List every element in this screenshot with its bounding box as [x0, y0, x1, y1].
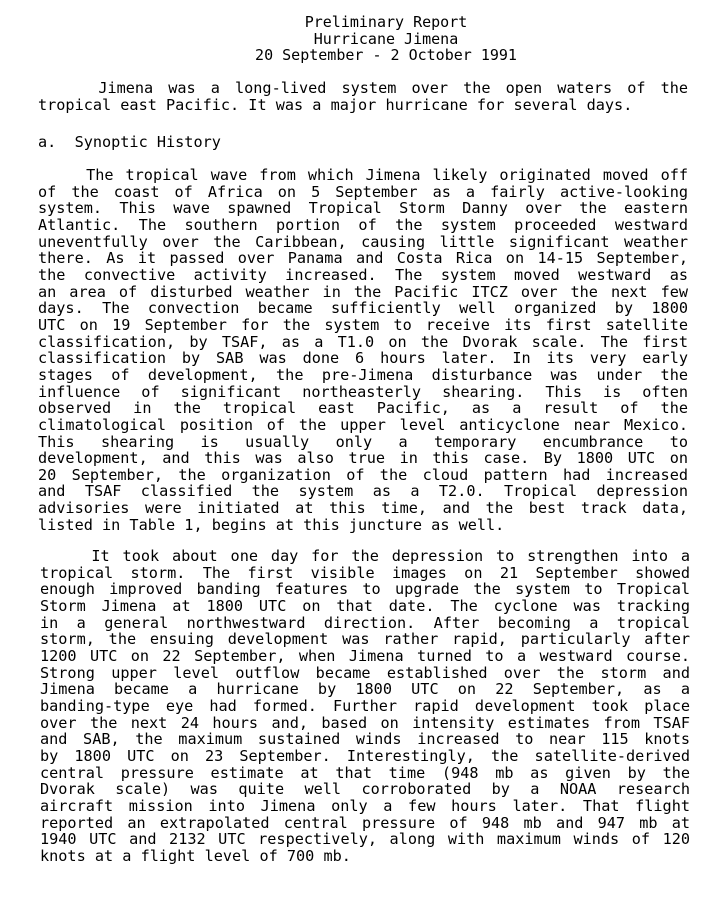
text-line: influence of significant northeasterly shearing. This is often: [38, 382, 688, 401]
text-line: listed in Table 1, begins at this juncture as well.: [38, 515, 505, 534]
text-line: development, and this was also true in this case. By 1800 UTC on: [38, 449, 688, 468]
report-type: Preliminary Report: [304, 13, 468, 31]
intro-paragraph: [38, 80, 688, 113]
report-header: [0, 14, 722, 64]
text-line: stages of development, the pre-Jimena disturbance was under the: [38, 365, 688, 384]
text-line: storm, the ensuing development was rather rapid, particularly after: [40, 630, 690, 649]
text-line: climatological position of the upper level anticyclone near Mexico.: [38, 415, 688, 434]
synoptic-paragraph-1: [38, 167, 688, 533]
text-line: 1940 UTC and 2132 UTC respectively, along with maximum winds of 120: [40, 830, 690, 849]
text-line: days. The convection became sufficiently well organized by 1800: [38, 299, 688, 318]
text-line: 1200 UTC on 22 September, when Jimena turned to a westward course.: [40, 646, 690, 665]
text-line: observed in the tropical east Pacific, as a result of the: [38, 399, 688, 418]
text-line: knots at a flight level of 700 mb.: [40, 846, 351, 865]
text-line: of the coast of Africa on 5 September as a fairly active-looking: [38, 182, 688, 201]
text-line: enough improved banding features to upgrade the system to Tropical: [40, 580, 690, 599]
text-line: This shearing is usually only a temporary encumbrance to: [38, 432, 688, 451]
text-line: Jimena was a long-lived system over the open waters of the: [38, 79, 688, 97]
text-line: tropical east Pacific. It was a major hurricane for several days.: [38, 95, 633, 114]
text-line: banding-type eye had formed. Further rapid development took place: [40, 696, 690, 715]
text-line: an area of disturbed weather in the Pacific ITCZ over the next few: [38, 282, 688, 301]
text-line: in a general northwestward direction. After becoming a tropical: [40, 613, 690, 632]
text-line: UTC on 19 September for the system to receive its first satellite: [38, 315, 688, 334]
text-line: Dvorak scale) was quite well corroborated by a NOAA research: [40, 780, 690, 799]
text-line: tropical storm. The first visible images on 21 September showed: [40, 563, 690, 582]
text-line: Strong upper level outflow became established over the storm and: [40, 663, 690, 682]
text-line: classification by SAB was done 6 hours later. In its very early: [38, 349, 688, 368]
text-line: there. As it passed over Panama and Costa Rica on 14-15 September,: [38, 249, 688, 268]
text-line: The tropical wave from which Jimena likely originated moved off: [38, 166, 688, 184]
text-line: aircraft mission into Jimena only a few hours later. That flight: [40, 796, 690, 815]
text-line: the convective activity increased. The system moved westward as: [38, 265, 688, 284]
text-line: and TSAF classified the system as a T2.0. Tropical depression: [38, 482, 688, 501]
text-line: It took about one day for the depression to strengthen into a: [40, 547, 690, 565]
text-line: central pressure estimate at that time (948 mb as given by the: [40, 763, 690, 782]
text-line: classification, by TSAF, as a T1.0 on the Dvorak scale. The first: [38, 332, 688, 351]
text-line: advisories were initiated at this time, and the best track data,: [38, 499, 688, 518]
text-line: Jimena became a hurricane by 1800 UTC on 22 September, as a: [40, 680, 690, 699]
text-line: uneventfully over the Caribbean, causing little significant weather: [38, 232, 688, 251]
section-heading-synoptic-history: a. Synoptic History: [38, 133, 221, 151]
storm-name: Hurricane Jimena: [313, 29, 459, 48]
text-line: Storm Jimena at 1800 UTC on that date. The cyclone was tracking: [40, 596, 690, 615]
text-line: reported an extrapolated central pressure of 948 mb and 947 mb at: [40, 813, 690, 832]
text-line: Atlantic. The southern portion of the system proceeded westward: [38, 215, 688, 234]
text-line: 20 September, the organization of the cloud pattern had increased: [38, 465, 688, 484]
text-line: by 1800 UTC on 23 September. Interestingly, the satellite-derived: [40, 746, 690, 765]
storm-dates: 20 September - 2 October 1991: [255, 46, 517, 64]
text-line: system. This wave spawned Tropical Storm Danny over the eastern: [38, 199, 688, 218]
text-line: over the next 24 hours and, based on intensity estimates from TSAF: [40, 713, 690, 732]
synoptic-paragraph-2: [40, 548, 690, 864]
text-line: and SAB, the maximum sustained winds increased to near 115 knots: [40, 730, 690, 749]
